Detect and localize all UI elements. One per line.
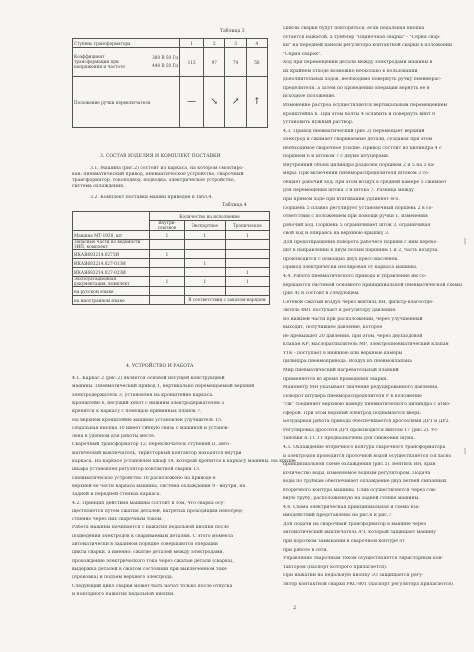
table4-cell: 1 [150, 250, 185, 259]
text-line: (рис.4) и состоит в следующем. [283, 291, 360, 297]
text-line: тактором (паспорт которого прилагается). [283, 564, 388, 570]
table-row [73, 240, 270, 250]
text-line: ществляется путем сжатия деталей, нагретых проходящим непосред- [72, 508, 244, 514]
table4-header-cell [73, 212, 150, 231]
table4-cell [225, 250, 269, 259]
text-line: дит в направлении к двум полым поршням 1 и 2, часть воздуха [283, 248, 438, 254]
table-row [73, 259, 270, 268]
text-line: Пневматическое устройство 16 расположено на приводе в [72, 475, 216, 481]
text-line: система охлаждения. [72, 184, 125, 189]
text-line: крепится к каркасу с помощью привинных планок 7. [72, 409, 202, 415]
table4-cell [150, 296, 185, 305]
table3-row-sub: 380 В 50 Гц [152, 55, 178, 60]
table4-cell: 1 [185, 277, 226, 287]
text-line: подведения электродов к свариваемым деталям. С этого момента [72, 533, 234, 539]
text-line: ки" на передней панели регулятора контактной сварки в положении [283, 43, 453, 49]
text-line: Для предотвращения поворота рабочего поршня с ним перехо- [283, 239, 438, 245]
text-line: прохождение электрического тока через сжатые детали (сварка), [72, 558, 234, 564]
text-line: ственно через них сварочным током. [72, 517, 163, 523]
text-line: трансформатор, токоподвод, подводка, электрическое устройство, [72, 178, 235, 183]
table4-cell [185, 250, 226, 259]
text-line: Ход при перемещении детали между электродами машины в [283, 60, 433, 66]
text-line: имодействий представлены на рис.6 и рис.7. [283, 513, 393, 519]
table4-cell [225, 240, 269, 250]
text-line: автоматический выключатель АЧ, который защищает машину [283, 530, 437, 536]
table4-cell: ИКАЯ683214.027ЗИ [73, 250, 150, 259]
table4-cell [185, 240, 226, 250]
table3-header-cell: 3 [225, 39, 246, 48]
table4-cell [225, 259, 269, 268]
text-line: лятор контактной сварки РКС-801 (паспорт регулятора прилагается). [283, 581, 455, 587]
text-line: "Серия сварок". [283, 51, 322, 57]
text-line: тановки II.ТТ.ТТ предназначены для снижения шума. [283, 436, 415, 442]
text-line: пределителя, а затем по проведении операции вернуть ее в [283, 85, 430, 91]
text-line: Кронштейн 6, несущий хобот с нижним электродержателем 5 [72, 400, 225, 406]
text-line: литель ФВ1 поступает к регулятору давления. [283, 308, 397, 314]
text-line: ван: пневматический привод, пневматическое устройство, сварочный [72, 172, 244, 177]
table4-cell: В соответствии с заказом-нарядом [185, 296, 270, 305]
text-line: Привод электрически изолирован от каркаса машины. [283, 265, 418, 271]
text-line: и повторного нажатия педальной кнопки. [72, 591, 175, 597]
table4-header-cell: Тропическое [225, 221, 269, 231]
table4-cell: Машина МТ-1928, шт [73, 231, 150, 240]
text-line: задней и передней стенках каркаса. [72, 492, 161, 498]
text-line: меры. При включении пневмораспределителя штоком 3 со- [283, 171, 430, 177]
text-line: воды по трубкам обеспечивает охлаждение двух ветвей связанных [283, 479, 447, 485]
table3 [72, 38, 268, 128]
text-line: ответствии с положением при помощи ручки 1, изменения [283, 214, 428, 220]
table3-caption: Таблица 3 [220, 29, 245, 34]
text-line: 4.5. Охлаждение вторичного контура сварочного трансформатора [283, 444, 446, 450]
table-row [73, 250, 270, 259]
text-line: при работе в сети. [283, 547, 328, 553]
text-line: матический выключатель, тиристорный контактор находятся внутри [72, 450, 242, 456]
table3-header-cell: Ступень трансформатора [73, 39, 180, 48]
text-line: при прямом ходе при втягивании удлиняет его. [283, 197, 400, 202]
text-line: сферой. При этом верхний электрод поднимается вверх. [283, 410, 422, 416]
table4-header-cell: Экспортное [185, 221, 226, 231]
table3-header-cell: 4 [246, 39, 267, 48]
table4-cell [185, 287, 226, 296]
page-number: 2 [293, 605, 297, 611]
text-line: 4.6. Схема электрическая принципиальная и схема вза- [283, 504, 420, 510]
text-line: цикла сварки, а именно: сжатие деталей между электродами, [72, 550, 224, 556]
text-line: вторичного контура машины. Слив осуществляется через сли- [283, 487, 437, 493]
text-line: автоматически в заданном порядке совершаются операции [72, 542, 218, 547]
text-line: Следующий цикл сварки может быть начат только после отпуска [72, 583, 233, 589]
text-line: остается нажатой, а тумблер "Одиночная сварка" - "Серия свар- [283, 34, 441, 40]
table-row [73, 296, 270, 305]
text-line: Циклы сварки будут повторяться, если педальная кнопка [283, 26, 425, 31]
text-line: При нажатии на педальную кнопку ЭЗ защищается регу- [283, 573, 424, 579]
text-line: Во нижней части при расположении, через улучшенный [283, 316, 423, 322]
table3-row-label-text: Коэффициент трансформации при напряжении и частоте [74, 54, 125, 69]
text-line: дополнительных ходов, необходимо повернуть ручку пневморас- [283, 77, 442, 83]
text-line: Поршень 5 плавно регулирует установочный поршень 2 в со- [283, 205, 433, 211]
switch-position-icon: ↗ [225, 77, 246, 128]
switch-position-icon: ↑ [246, 77, 267, 128]
table4-header-cell: Внутри-союзное [150, 221, 185, 231]
text-line: необходимое сварочное усилие. Привод состоит из цилиндра 4 с [283, 145, 442, 151]
text-line: Безударная работа привода обеспечивается дросселями ДР1 и ДР2. [283, 419, 450, 425]
text-line: выходит, получившее давление, которое [283, 325, 383, 331]
margin-mark: | [464, 238, 467, 245]
table4-cell: Запасные части по ведомости ЗИП, комплект [73, 240, 150, 250]
text-line: производится с помощью двух пресс-масленок. [283, 256, 399, 262]
text-line: машины. Пневматический привод 1, вертикально перемещаемый верхний [72, 384, 255, 390]
section3-heading: 3. СОСТАВ ИЗДЕЛИЯ И КОМПЛЕКТ ПОСТАВКИ [100, 154, 221, 159]
table4-cell: на русском языке [73, 287, 150, 296]
text-line: Работа машины начинается с нажатия педальной кнопки после [72, 525, 229, 531]
table4-cell [150, 240, 185, 250]
text-line: для перемещения штока 3 и штока 7. Разница между [283, 188, 415, 194]
table3-row-label [73, 48, 180, 77]
text-line: "сж" соединяет верхнюю камеру пневматического цилиндра с атмо- [283, 402, 451, 408]
table4-cell [150, 268, 185, 277]
table-row [73, 287, 270, 296]
table4-cell [225, 287, 269, 296]
text-line: 4.3. Привод пневматический (рис.3) перемещает верхний [283, 128, 425, 134]
table3-cell: 97 [204, 48, 225, 77]
table4-cell: Эксплуатационная документация, комплект [73, 277, 150, 287]
table4-cell [150, 287, 185, 296]
table4-cell: 1 [150, 231, 185, 240]
table4-cell: на иностранном языке [73, 296, 150, 305]
text-line: выдержка деталей в сжатом состоянии при выключенном токе [72, 566, 227, 572]
table4-cell: 1 [225, 231, 269, 240]
text-line: вершаются системой основного принципиальной пневматической схемы [283, 282, 462, 288]
table3-header-cell: 2 [204, 39, 225, 48]
text-line: шкафа установлен регулятор контактной сварки 13. [72, 467, 201, 473]
text-line: 3.1. Машина (рис.2) состоит из каркаса, на котором смонтиро- [90, 166, 244, 171]
text-line: 4.2. Принцип действия машины состоит в том, что сварка осу- [72, 500, 225, 506]
table4-cell [150, 259, 185, 268]
table4-cell: 1 [185, 231, 226, 240]
table3-cell: 56 [246, 48, 267, 77]
text-line: верхней ее части каркаса машины, система охлаждения 9 - внутри, на [72, 483, 246, 489]
text-line: их крайнем отходе возможно несколько в пользовании [283, 68, 418, 74]
text-line: Управление сварочным током осуществляется тиристорным кон- [283, 556, 444, 562]
text-line: клапан КР, маслораспылитель МР, электропневматический клапан [283, 342, 449, 348]
text-line: не превышает 20 давления, при этом, через двухходовой [283, 333, 423, 339]
text-line: применяется во время проведения сварки. [283, 376, 388, 382]
table3-cell: 74 [225, 48, 246, 77]
text-line: (проковка) и подъем верхнего электрода. [72, 575, 174, 581]
text-line: электрод и сжимает свариваемые детали, создавая при этом [283, 137, 433, 143]
text-line: количество воды, изменяемое водным регулятором. Подача [283, 470, 431, 476]
switch-position-icon: — [180, 77, 204, 128]
table4-cell: 1 [225, 268, 269, 277]
text-line: лена в удобном для работы месте. [72, 434, 156, 440]
text-line: Регулировка дросселя ДР1 производится винтом 17 (рис.2). Ус- [283, 427, 439, 433]
table4-cell: 1 [225, 277, 269, 287]
text-line: Y1К - поступает в нижнюю или верхнюю камеры [283, 350, 403, 356]
table4-cell: 1 [185, 259, 226, 268]
text-line: при коротком замыкании в сварочном контуре от [283, 539, 405, 544]
table3-header-cell: 1 [180, 39, 204, 48]
table4-cell: 1 [150, 277, 185, 287]
table4-group-header: Количество на исполнение [150, 212, 270, 221]
table4-cell: ИКАЯ683214.027-02ЗИ [73, 268, 150, 277]
text-line: 4.4. Работа пневматического привода и управление им со- [283, 273, 427, 279]
text-line: Мир пневматический нагревательный плавкий [283, 368, 399, 373]
table-row [73, 277, 270, 287]
text-line: Для подачи на сварочный трансформатор в машине через [283, 521, 427, 527]
table4-cell: ИКАЯ683214.027-01ЗИ [73, 259, 150, 268]
text-line: каркаса. На каркасе установлен шкаф 14, который крепится к каркасу машины. На крыше [72, 459, 296, 464]
text-line: поршнем 6 и штоком 7 с двумя штуцерами. [283, 154, 390, 160]
text-line: кронштейна 6. При этом болты 4 ослабить и повернуть винт 8 [283, 111, 436, 117]
text-line: Педальная кнопка 10 имеет гибкую связь с машиной и установ- [72, 425, 229, 431]
table3-cell: 113 [180, 48, 204, 77]
table3-row-sub: 440 В 50 Гц [152, 63, 178, 68]
text-line: установить нужный раствор. [283, 120, 354, 126]
text-line: 4.1. Каркас 2 (рис.2) является основой несущей конструкцией [72, 376, 225, 381]
section4-heading: 4. УСТРОЙСТВО И РАБОТА [126, 364, 194, 369]
text-line: электродержатель 3, установлен на кронштейне каркаса. [72, 392, 214, 398]
table3-row-label: Положение ручки переключателя [73, 77, 180, 128]
text-line: рабочий ход. Поршень 5 ограничивает шток 3, ограничивая [283, 222, 431, 228]
text-line: Поворот штуцера пневмораспределителя Р в положение [283, 393, 422, 399]
text-line: Манометр МН указывает значение редуцированного давления. [283, 385, 439, 391]
text-line: Внутренний объем цилиндра разделен поршнем 2 и 5 на 3 ка- [283, 162, 436, 168]
table4-cell [185, 268, 226, 277]
text-line: вную трубу, расположенную на задней стенке машины. [283, 496, 420, 502]
text-line: цилиндра пневмопривода. Воздух из пневмоклапана [283, 359, 412, 365]
margin-mark: | [464, 448, 467, 455]
text-line: Изменение растроа осуществляется вертикальным перемещением [283, 102, 448, 108]
text-line: На верхнем кронштейне машины установлен улучшитель 15. [72, 417, 223, 423]
text-line: Сварочный трансформатор 12, переключатель ступеней II, авто- [72, 442, 231, 448]
text-line: Сетевой сжатый воздух через вентиль ВН, фильтр-влагоотде- [283, 299, 434, 305]
text-line: 3.2. Комплект поставки машин приведен в табл.4. [90, 195, 213, 200]
text-line: исходное положение. [283, 94, 336, 100]
table4 [72, 211, 270, 305]
text-line: общает рабочий ход; при этом воздух в средней камере 5 сжимает [283, 179, 447, 185]
table4-caption: Таблица 4 [222, 203, 247, 208]
text-line: принципиальной схеме охлаждения (рис.5). Вентиль ВН, кран [283, 462, 436, 468]
text-line: свой ход и опираясь на верхнюю крышку 3. [283, 231, 390, 237]
text-line: и электродов проводится проточной водой осуществляется согласно [283, 453, 452, 459]
switch-position-icon: ↘ [204, 77, 225, 128]
